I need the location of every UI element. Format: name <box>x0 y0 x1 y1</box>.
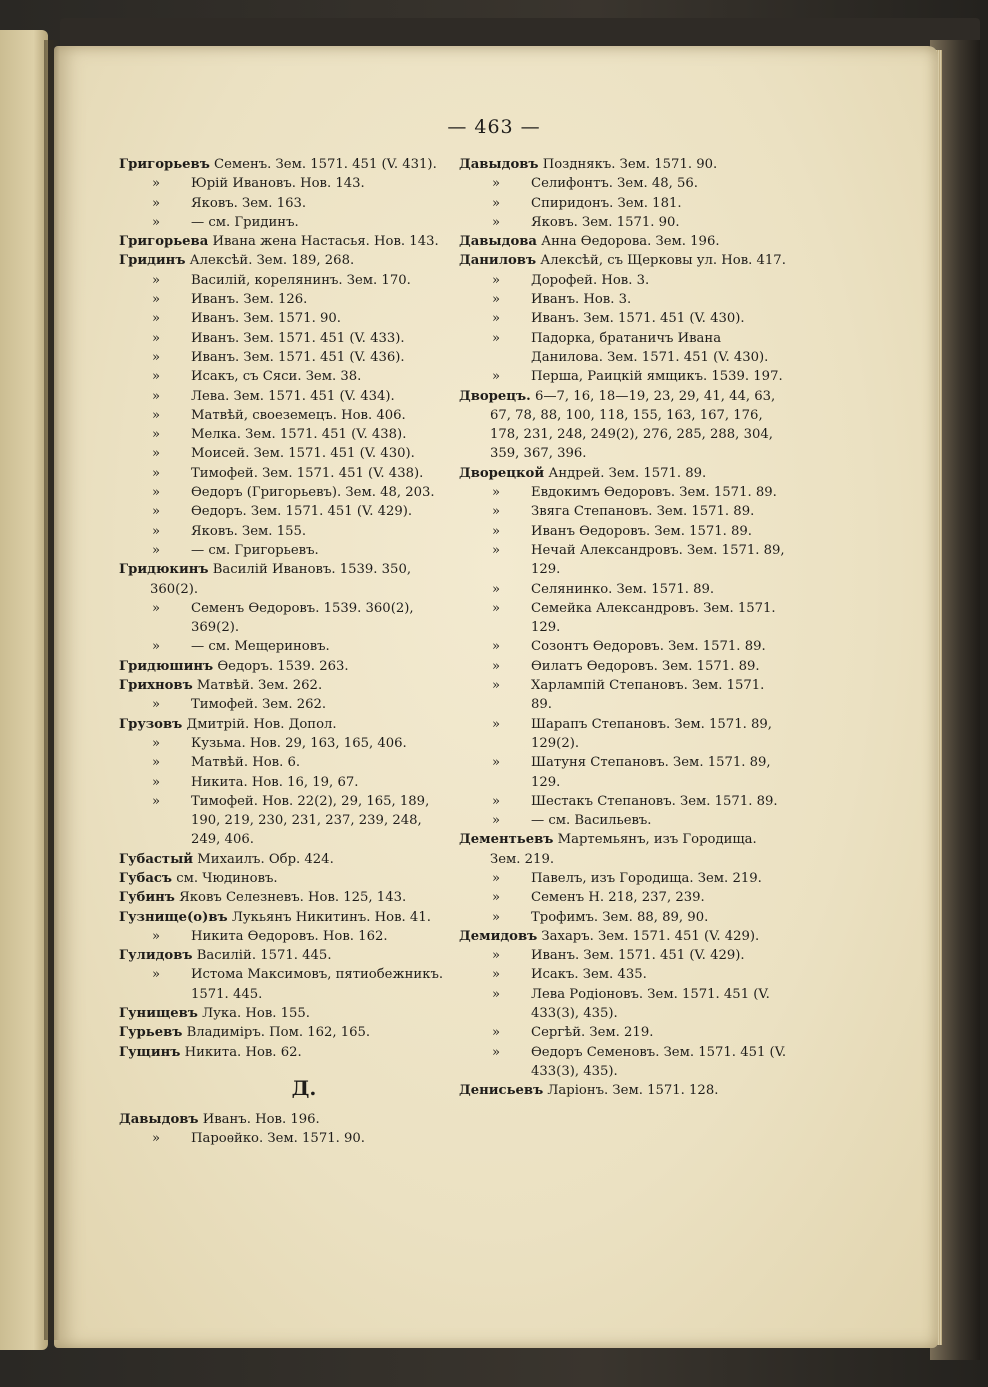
index-entry <box>459 271 789 290</box>
index-entry <box>459 715 789 754</box>
entry-text: Иванъ Өедоровъ. Зем. 1571. 89. <box>531 523 752 539</box>
ditto-mark: » <box>152 272 161 288</box>
entry-text: Дорофей. Нов. 3. <box>531 272 650 288</box>
index-entry <box>119 309 449 328</box>
entry-text: Исакъ, съ Сяси. Зем. 38. <box>191 369 362 385</box>
ditto-mark: » <box>492 1025 501 1041</box>
ditto-mark: » <box>152 176 161 192</box>
ditto-mark: » <box>492 986 501 1002</box>
entry-text: Шарапъ Степановъ. Зем. 1571. 89, 129(2). <box>531 716 772 751</box>
entry-surname: Грузовъ <box>119 716 183 732</box>
entry-text: Матвѣй. Нов. 6. <box>191 755 301 771</box>
left-after-entry-list <box>119 1110 449 1149</box>
entry-text: Яковъ Селезневъ. Нов. 125, 143. <box>179 890 407 906</box>
entry-text: Андрей. Зем. 1571. 89. <box>548 465 707 481</box>
ditto-mark: » <box>152 311 161 327</box>
ditto-mark: » <box>492 716 501 732</box>
entry-text: Анна Өедорова. Зем. 196. <box>541 234 720 250</box>
entry-text: Михаилъ. Обр. 424. <box>197 851 334 867</box>
index-entry <box>459 985 789 1024</box>
entry-text: Лева. Зем. 1571. 451 (V. 434). <box>191 388 395 404</box>
index-entry <box>119 773 449 792</box>
entry-surname: Грихновъ <box>119 678 193 694</box>
ditto-mark: » <box>152 928 161 944</box>
index-entry <box>119 560 449 599</box>
index-entry <box>119 888 449 907</box>
ditto-mark: » <box>492 890 501 906</box>
entry-surname: Дементьевъ <box>459 832 554 848</box>
entry-text: — см. Гридинъ. <box>191 214 299 230</box>
page-number: — 463 — <box>447 116 541 138</box>
entry-text: Өилатъ Өедоровъ. Зем. 1571. 89. <box>531 658 760 674</box>
entry-surname: Денисьевъ <box>459 1083 544 1099</box>
ditto-mark: » <box>152 407 161 423</box>
index-entry <box>459 676 789 715</box>
entry-text: Мелка. Зем. 1571. 451 (V. 438). <box>191 427 407 443</box>
entry-text: Өедоръ (Григорьевъ). Зем. 48, 203. <box>191 485 435 501</box>
index-entry <box>119 1110 449 1129</box>
index-entry <box>459 213 789 232</box>
index-entry <box>459 792 789 811</box>
index-entry <box>459 580 789 599</box>
entry-text: Спиридонъ. Зем. 181. <box>531 195 682 211</box>
ditto-mark: » <box>492 755 501 771</box>
ditto-mark: » <box>152 446 161 462</box>
entry-text: Семенъ Өедоровъ. 1539. 360(2), 369(2). <box>191 600 414 636</box>
entry-text: Падорка, братаничъ Ивана Данилова. Зем. 1571. 451 (V. 430). <box>531 330 769 365</box>
index-entry <box>119 502 449 521</box>
index-entry <box>119 348 449 367</box>
entry-surname: Гурьевъ <box>119 1025 183 1041</box>
index-entry <box>459 290 789 309</box>
ditto-mark: » <box>492 967 501 983</box>
index-entry <box>119 1043 449 1062</box>
entry-text: Тимофей. Зем. 1571. 451 (V. 438). <box>191 465 424 481</box>
ditto-mark: » <box>492 176 501 192</box>
ditto-mark: » <box>152 967 161 983</box>
index-entry <box>459 367 789 386</box>
ditto-mark: » <box>152 330 161 346</box>
entry-surname: Губинъ <box>119 890 175 906</box>
entry-text: Позднякъ. Зем. 1571. 90. <box>542 157 718 172</box>
left-entry-list <box>119 155 449 1062</box>
index-entry <box>119 464 449 483</box>
entry-text: Шестакъ Степановъ. Зем. 1571. 89. <box>531 793 778 809</box>
index-entry <box>119 637 449 656</box>
index-entry <box>119 695 449 714</box>
ditto-mark: » <box>152 195 161 211</box>
index-entry <box>459 232 789 251</box>
index-entry <box>119 541 449 560</box>
entry-text: Лука. Нов. 155. <box>202 1006 310 1022</box>
entry-text: Исакъ. Зем. 435. <box>531 967 647 983</box>
ditto-mark: » <box>152 485 161 501</box>
entry-surname: Григорьевъ <box>119 157 210 172</box>
entry-text: Юрій Ивановъ. Нов. 143. <box>191 176 365 192</box>
entry-text: Ларіонъ. Зем. 1571. 128. <box>547 1083 719 1099</box>
index-entry <box>459 251 789 270</box>
ditto-mark: » <box>492 658 501 674</box>
index-entry <box>459 599 789 638</box>
index-entry <box>119 444 449 463</box>
index-entry <box>459 522 789 541</box>
entry-surname: Гунищевъ <box>119 1006 198 1022</box>
entry-text: см. Чюдиновъ. <box>176 870 278 886</box>
entry-text: Василій Ивановъ. 1539. 350, 360(2). <box>150 562 412 597</box>
entry-text: Созонтъ Өедоровъ. Зем. 1571. 89. <box>531 639 766 655</box>
index-entry <box>119 194 449 213</box>
entry-text: Харлампій Степановъ. Зем. 1571. 89. <box>531 678 765 713</box>
index-entry <box>119 329 449 348</box>
ditto-mark: » <box>492 870 501 886</box>
index-entry <box>459 908 789 927</box>
index-entry <box>119 174 449 193</box>
entry-text: Иванъ. Зем. 1571. 451 (V. 433). <box>191 330 405 346</box>
entry-text: — см. Мещериновъ. <box>191 639 330 655</box>
ditto-mark: » <box>492 369 501 385</box>
entry-text: Шатуня Степановъ. Зем. 1571. 89, 129. <box>531 755 771 790</box>
entry-text: Семейка Александровъ. Зем. 1571. 129. <box>531 600 776 636</box>
index-entry <box>119 908 449 927</box>
entry-text: Истома Максимовъ, пятиобежникъ. 1571. 445. <box>191 967 444 1002</box>
entry-surname: Губастый <box>119 851 194 867</box>
ditto-mark: » <box>152 214 161 230</box>
index-entry <box>119 753 449 772</box>
entry-text: Иванъ. Зем. 1571. 90. <box>191 311 341 327</box>
index-entry <box>119 213 449 232</box>
entry-text: Никита. Нов. 62. <box>184 1044 302 1060</box>
index-entry <box>119 850 449 869</box>
entry-surname: Демидовъ <box>459 928 538 944</box>
ditto-mark: » <box>492 581 501 597</box>
entry-surname: Гущинъ <box>119 1044 181 1060</box>
entry-text: Семенъ Н. 218, 237, 239. <box>531 890 705 906</box>
entry-surname: Дворецкой <box>459 465 545 481</box>
ditto-mark: » <box>152 600 161 616</box>
index-entry <box>459 155 789 174</box>
ditto-mark: » <box>152 465 161 481</box>
index-entry <box>119 522 449 541</box>
ditto-mark: » <box>152 755 161 771</box>
index-entry <box>119 927 449 946</box>
index-entry <box>119 155 449 174</box>
index-entry <box>119 715 449 734</box>
entry-text: Владиміръ. Пом. 162, 165. <box>186 1025 371 1041</box>
ditto-mark: » <box>152 697 161 713</box>
entry-text: Матвѣй. Зем. 262. <box>196 678 323 694</box>
ditto-mark: » <box>492 948 501 964</box>
ditto-mark: » <box>492 813 501 829</box>
ditto-mark: » <box>492 523 501 539</box>
entry-surname: Гузнище(о)въ <box>119 909 228 925</box>
ditto-mark: » <box>152 639 161 655</box>
ditto-mark: » <box>492 330 501 346</box>
index-entry <box>459 753 789 792</box>
entry-text: Евдокимъ Өедоровъ. Зем. 1571. 89. <box>531 485 777 501</box>
ditto-mark: » <box>492 214 501 230</box>
entry-text: Перша, Раицкій ямщикъ. 1539. 197. <box>531 369 783 385</box>
index-entry <box>119 1023 449 1042</box>
index-entry <box>459 502 789 521</box>
ditto-mark: » <box>492 272 501 288</box>
section-heading: Д. <box>291 1075 317 1100</box>
entry-text: Алексѣй. Зем. 189, 268. <box>189 253 355 269</box>
ditto-mark: » <box>492 909 501 925</box>
index-entry <box>459 309 789 328</box>
entry-text: Иванъ. Зем. 126. <box>191 292 308 308</box>
spine-shadow <box>44 40 60 1340</box>
entry-surname: Гридюкинъ <box>119 562 209 578</box>
entry-text: Лукьянъ Никитинъ. Нов. 41. <box>231 909 431 925</box>
entry-text: Моисей. Зем. 1571. 451 (V. 430). <box>191 446 415 462</box>
index-entry <box>119 232 449 251</box>
entry-text: Яковъ. Зем. 163. <box>191 195 307 211</box>
entry-text: Иванъ. Зем. 1571. 451 (V. 436). <box>191 349 405 365</box>
index-entry <box>119 946 449 965</box>
index-entry <box>119 676 449 695</box>
entry-text: Мартемьянъ, изъ Городища. Зем. 219. <box>490 832 757 867</box>
ditto-mark: » <box>492 485 501 501</box>
right-column <box>459 155 789 1101</box>
index-entry <box>119 734 449 753</box>
entry-text: Тимофей. Нов. 22(2), 29, 165, 189, 190, 219, 230, 231, 237, 239, 248, 249, 406. <box>191 793 430 848</box>
ditto-mark: » <box>152 735 161 751</box>
index-entry <box>119 271 449 290</box>
index-entry <box>459 483 789 502</box>
entry-text: Кузьма. Нов. 29, 163, 165, 406. <box>191 735 407 751</box>
index-entry <box>459 869 789 888</box>
entry-surname: Григорьева <box>119 234 209 250</box>
index-entry <box>119 1004 449 1023</box>
index-entry <box>459 927 789 946</box>
index-entry <box>119 599 449 638</box>
ditto-mark: » <box>492 639 501 655</box>
entry-text: Яковъ. Зем. 155. <box>191 523 307 539</box>
entry-text: Трофимъ. Зем. 88, 89, 90. <box>531 909 709 925</box>
ditto-mark: » <box>152 369 161 385</box>
entry-text: Өедоръ Семеновъ. Зем. 1571. 451 (V. 433(3), 435). <box>531 1044 787 1079</box>
entry-text: Иванъ. Нов. 196. <box>202 1111 320 1127</box>
entry-surname: Гулидовъ <box>119 948 193 964</box>
left-column <box>119 155 449 1149</box>
entry-text: Семенъ. Зем. 1571. 451 (V. 431). <box>214 157 437 172</box>
ditto-mark: » <box>492 1044 501 1060</box>
entry-text: Павелъ, изъ Городища. Зем. 219. <box>531 870 762 886</box>
index-entry <box>459 830 789 869</box>
index-entry <box>459 194 789 213</box>
index-entry <box>119 251 449 270</box>
entry-surname: Дворецъ. <box>459 388 531 404</box>
index-entry <box>459 657 789 676</box>
entry-text: Лева Родіоновъ. Зем. 1571. 451 (V. 433(3), 435). <box>531 986 770 1022</box>
index-entry <box>459 946 789 965</box>
index-entry <box>119 290 449 309</box>
ditto-mark: » <box>492 793 501 809</box>
entry-text: Никита Өедоровъ. Нов. 162. <box>191 928 388 944</box>
entry-text: Василій, корелянинъ. Зем. 170. <box>191 272 411 288</box>
ditto-mark: » <box>152 542 161 558</box>
ditto-mark: » <box>152 292 161 308</box>
entry-surname: Гридюшинъ <box>119 658 214 674</box>
index-entry <box>119 792 449 850</box>
ditto-mark: » <box>492 600 501 616</box>
entry-surname: Давыдовъ <box>459 157 539 172</box>
entry-text: Матвѣй, своеземецъ. Нов. 406. <box>191 407 406 423</box>
index-entry <box>459 329 789 368</box>
ditto-mark: » <box>492 542 501 558</box>
entry-text: — см. Васильевъ. <box>531 813 652 829</box>
ditto-mark: » <box>492 195 501 211</box>
right-entry-list <box>459 155 789 1101</box>
index-entry <box>119 965 449 1004</box>
entry-text: Иванъ. Зем. 1571. 451 (V. 429). <box>531 948 745 964</box>
entry-text: Өедоръ. Зем. 1571. 451 (V. 429). <box>191 504 413 520</box>
ditto-mark: » <box>152 793 161 809</box>
facing-page-edge <box>0 30 48 1350</box>
entry-text: Алексѣй, съ Щерковы ул. Нов. 417. <box>540 253 786 269</box>
entry-surname: Губасъ <box>119 870 173 886</box>
entry-text: 6—7, 16, 18—19, 23, 29, 41, 44, 63, 67, 78, 88, 100, 118, 155, 163, 167, 176, 178, 231, 248, 249(2), 276, 285, 288, 304, 359, 367, 396. <box>490 388 776 462</box>
ditto-mark: » <box>152 349 161 365</box>
ditto-mark: » <box>152 523 161 539</box>
entry-text: Сергѣй. Зем. 219. <box>531 1025 654 1041</box>
index-entry <box>459 541 789 580</box>
entry-text: Василій. 1571. 445. <box>196 948 332 964</box>
index-entry <box>119 367 449 386</box>
index-entry <box>119 483 449 502</box>
entry-text: — см. Григорьевъ. <box>191 542 319 558</box>
entry-surname: Давыдовъ <box>119 1111 199 1127</box>
ditto-mark: » <box>152 427 161 443</box>
index-entry <box>459 1043 789 1082</box>
index-entry <box>119 406 449 425</box>
ditto-mark: » <box>492 504 501 520</box>
index-entry <box>119 1129 449 1148</box>
index-entry <box>459 387 789 464</box>
entry-text: Иванъ. Нов. 3. <box>531 292 632 308</box>
index-entry <box>119 387 449 406</box>
ditto-mark: » <box>492 311 501 327</box>
entry-text: Пароѳйко. Зем. 1571. 90. <box>191 1131 365 1147</box>
entry-surname: Давыдова <box>459 234 537 250</box>
entry-text: Иванъ. Зем. 1571. 451 (V. 430). <box>531 311 745 327</box>
index-entry <box>119 657 449 676</box>
ditto-mark: » <box>152 774 161 790</box>
entry-text: Селифонтъ. Зем. 48, 56. <box>531 176 698 192</box>
entry-text: Дмитрій. Нов. Допол. <box>186 716 337 732</box>
ditto-mark: » <box>152 388 161 404</box>
entry-text: Селянинко. Зем. 1571. 89. <box>531 581 715 597</box>
entry-text: Өедоръ. 1539. 263. <box>217 658 349 674</box>
index-entry <box>459 464 789 483</box>
entry-text: Тимофей. Зем. 262. <box>191 697 327 713</box>
ditto-mark: » <box>152 504 161 520</box>
index-entry <box>459 637 789 656</box>
entry-text: Яковъ. Зем. 1571. 90. <box>531 214 680 230</box>
entry-text: Нечай Александровъ. Зем. 1571. 89, 129. <box>531 542 785 578</box>
index-entry <box>459 1023 789 1042</box>
entry-text: Ивана жена Настасья. Нов. 143. <box>212 234 439 250</box>
entry-text: Никита. Нов. 16, 19, 67. <box>191 774 359 790</box>
index-entry <box>459 1081 789 1100</box>
entry-text: Звяга Степановъ. Зем. 1571. 89. <box>531 504 755 520</box>
ditto-mark: » <box>492 292 501 308</box>
index-entry <box>459 965 789 984</box>
index-entry <box>119 869 449 888</box>
index-entry <box>459 174 789 193</box>
entry-surname: Даниловъ <box>459 253 537 269</box>
index-entry <box>119 425 449 444</box>
index-entry <box>459 811 789 830</box>
ditto-mark: » <box>152 1131 161 1147</box>
ditto-mark: » <box>492 678 501 694</box>
index-entry <box>459 888 789 907</box>
entry-text: Захаръ. Зем. 1571. 451 (V. 429). <box>541 928 760 944</box>
entry-surname: Гридинъ <box>119 253 186 269</box>
